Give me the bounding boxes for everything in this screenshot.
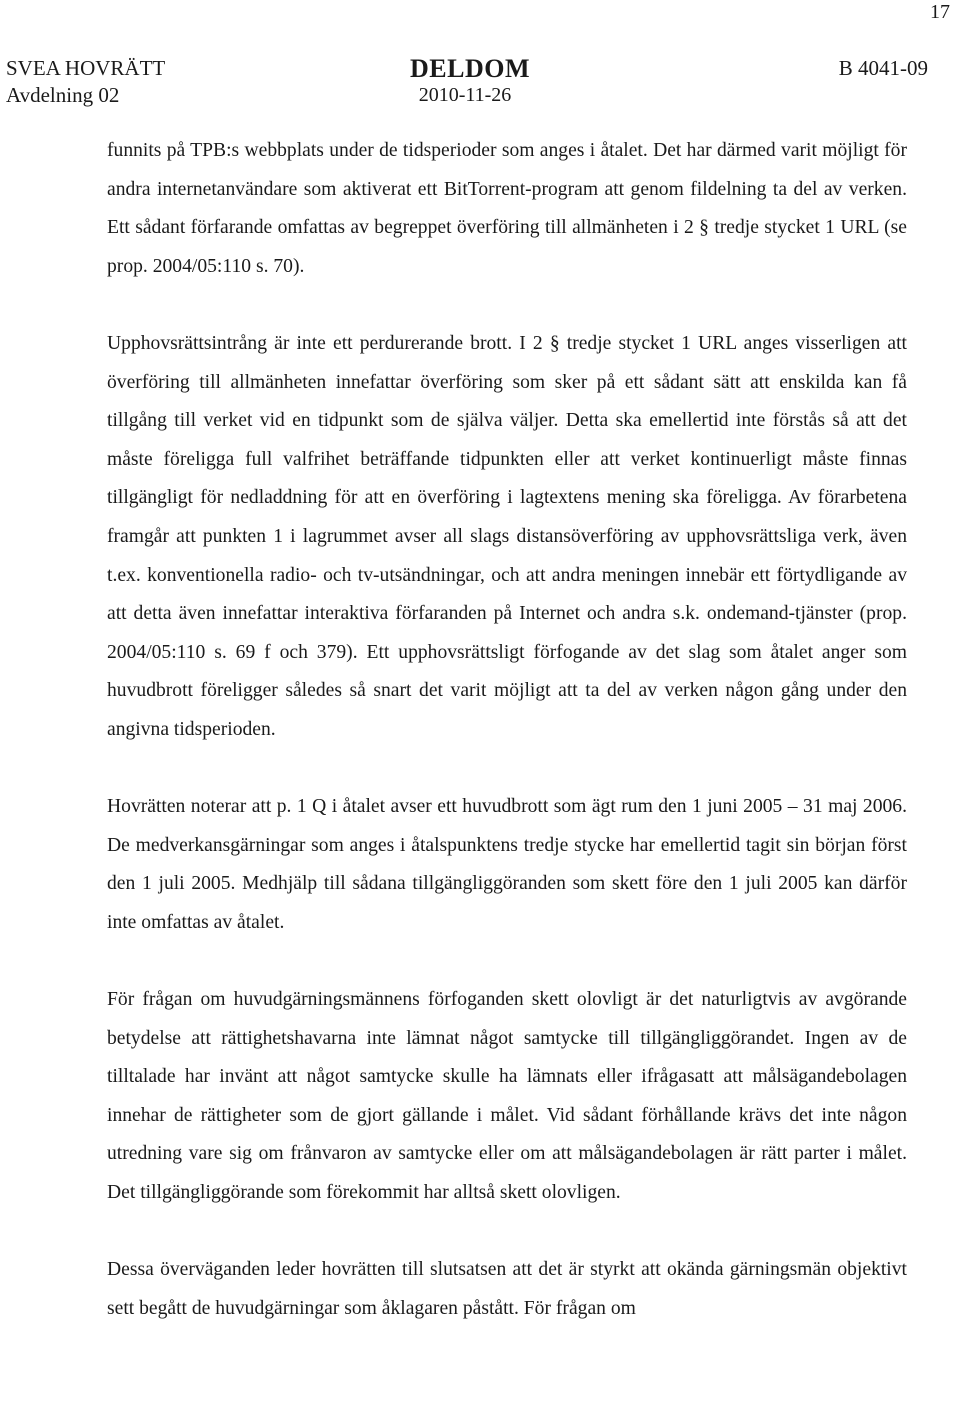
document-date: 2010-11-26 — [418, 84, 512, 106]
page-number: 17 — [930, 1, 950, 23]
court-division: Avdelning 02 — [6, 83, 120, 107]
document-header — [0, 55, 960, 115]
document-type: DELDOM — [410, 54, 530, 83]
document-body — [107, 132, 907, 1328]
paragraph: Dessa överväganden leder hovrätten till slutsatsen att det är styrkt att okända gärningsmän objektivt sett begått de huvudgärningar som åklagaren påstått. För frågan om — [107, 1259, 907, 1319]
document-info — [410, 54, 530, 109]
case-number: B 4041-09 — [838, 56, 928, 80]
paragraph: Hovrätten noterar att p. 1 Q i åtalet avser ett huvudbrott som ägt rum den 1 juni 2005 – 31 maj 2006. De medverkansgärningar som anges i åtalspunktens tredje stycke har emellertid tagit sin början först den 1 juli 2005. Medhjälp till sådana tillgängliggöranden som skett före den 1 juli 2005 kan därför inte omfattas av åtalet. — [107, 796, 907, 933]
court-name: SVEA HOVRÄTT — [6, 56, 166, 80]
paragraph: Upphovsrättsintrång är inte ett perdurerande brott. I 2 § tredje stycket 1 URL anges visserligen att överföring till allmänheten innefattar överföring som sker på ett sådant sätt att enskilda kan få tillgång till verket vid en tidpunkt som de själva väljer. Detta ska emellertid inte förstås så att det måste föreligga full valfrihet beträffande tidpunkten eller att verket kontinuerligt måste finnas tillgängligt för nedladdning för att en överföring i lagtextens mening ska föreligga. Av förarbetena framgår att punkten 1 i lagrummet avser all slags distansöverföring av upphovsrättsliga verk, även t.ex. konventionella radio- och tv-utsändningar, och att andra meningen innebär ett förtydligande av att detta även innefattar interaktiva förfaranden på Internet och andra s.k. ondemand-tjänster (prop. 2004/05:110 s. 69 f och 379). Ett upphovsrättsligt förfogande av det slag som åtalet anger som huvudbrott föreligger således så snart det varit möjligt att ta del av verken någon gång under den angivna tidsperioden. — [107, 332, 907, 740]
paragraph: För frågan om huvudgärningsmännens förfoganden skett olovligt är det naturligtvis av avgörande betydelse att rättighetshavarna inte lämnat något samtycke till tillgängliggörandet. Ingen av de tilltalade har invänt att något samtycke skulle ha lämnats eller ifrågasatt att målsägandebolagen innehar de rättigheter som de gjort gällande i målet. Vid sådant förhållande krävs det inte någon utredning vare sig om frånvaron av samtycke eller om att målsägandebolagen är rätt parter i målet. Det tillgängliggörande som förekommit har alltså skett olovligen. — [107, 989, 907, 1204]
paragraph: funnits på TPB:s webbplats under de tidsperioder som anges i åtalet. Det har därmed varit möjligt för andra internetanvändare som aktiverat ett BitTorrent-program att genom fildelning ta del av verken. Ett sådant förfarande omfattas av begreppet överföring till allmänheten i 2 § tredje stycket 1 URL (se prop. 2004/05:110 s. 70). — [107, 140, 907, 277]
court-info — [6, 55, 165, 109]
